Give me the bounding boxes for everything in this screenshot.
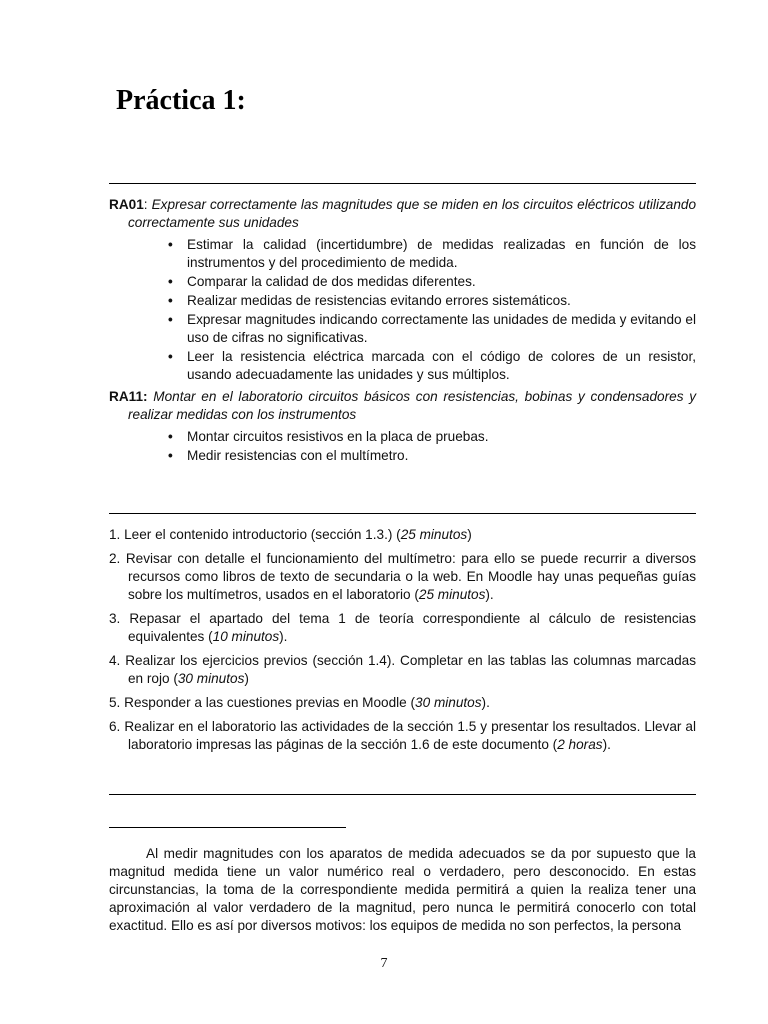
task-text-end: ). bbox=[602, 737, 611, 752]
section-divider-top bbox=[109, 183, 696, 184]
task-item bbox=[109, 652, 696, 688]
task-number: 1. bbox=[109, 527, 121, 542]
task-item bbox=[109, 718, 696, 754]
objective-ra01 bbox=[109, 196, 696, 384]
list-item-text: Realizar medidas de resistencias evitando errores sistemáticos. bbox=[187, 293, 571, 308]
bullet-icon: • bbox=[168, 312, 173, 327]
page-title: Práctica 1: bbox=[116, 85, 246, 116]
objective-description: Montar en el laboratorio circuitos básicos con resistencias, bobinas y condensadores y realizar medidas con los instrumentos bbox=[128, 389, 697, 422]
task-text: Responder a las cuestiones previas en Moodle ( bbox=[124, 695, 416, 710]
task-time: 10 minutos bbox=[212, 629, 280, 644]
list-item-text: Leer la resistencia eléctrica marcada con el código de colores de un resistor, usando adecuadamente las unidades y sus múltiplos. bbox=[187, 349, 696, 382]
task-item bbox=[109, 550, 696, 604]
task-item bbox=[109, 610, 696, 646]
task-text: Realizar en el laboratorio las actividades de la sección 1.5 y presentar los resultados. Llevar al laboratorio impresas las páginas de la sección 1.6 de este documento ( bbox=[124, 719, 696, 752]
objective-description: Expresar correctamente las magnitudes que se miden en los circuitos eléctricos utilizando correctamente sus unidades bbox=[128, 197, 697, 230]
task-text-end: ). bbox=[481, 695, 490, 710]
objective-separator: : bbox=[143, 197, 152, 212]
bullet-icon: • bbox=[168, 349, 173, 364]
task-number: 3. bbox=[109, 611, 121, 626]
list-item-text: Expresar magnitudes indicando correctamente las unidades de medida y evitando el uso de cifras no significativas. bbox=[187, 312, 696, 345]
task-text-end: ). bbox=[279, 629, 288, 644]
task-text: Leer el contenido introductorio (sección 1.3.) ( bbox=[124, 527, 401, 542]
list-item-text: Montar circuitos resistivos en la placa de pruebas. bbox=[187, 429, 489, 444]
task-item bbox=[109, 694, 696, 712]
task-text: Revisar con detalle el funcionamiento del multímetro: para ello se puede recurrir a diversos recursos como libros de texto de secundaria o la web. En Moodle hay unas pequeñas guías sobre los multímetros, usados en el laboratorio ( bbox=[125, 551, 696, 602]
task-list bbox=[109, 526, 696, 760]
task-number: 5. bbox=[109, 695, 121, 710]
list-item-text: Comparar la calidad de dos medidas diferentes. bbox=[187, 274, 476, 289]
objective-ra11 bbox=[109, 388, 696, 465]
list-item bbox=[168, 292, 696, 310]
list-item bbox=[168, 236, 696, 272]
objective-code: RA01 bbox=[109, 197, 144, 212]
objective-bullet-list bbox=[109, 428, 696, 465]
task-number: 4. bbox=[109, 653, 121, 668]
task-text: Realizar los ejercicios previos (sección 1.4). Completar en las tablas las columnas marcadas en rojo ( bbox=[125, 653, 697, 686]
bullet-icon: • bbox=[168, 448, 173, 463]
intro-paragraph: Al medir magnitudes con los aparatos de medida adecuados se da por supuesto que la magnitud medida tiene un valor numérico real o verdadero, pero desconocido. En estas circunstancias, la toma de la correspondiente medida permitirá a quien la realiza tener una aproximación al valor verdadero de la magnitud, pero nunca le permitirá conocerlo con total exactitud. Ello es así por diversos motivos: los equipos de medida no son perfectos, la persona bbox=[109, 846, 696, 933]
list-item-text: Estimar la calidad (incertidumbre) de medidas realizadas en función de los instrumentos y del procedimiento de medida. bbox=[187, 237, 696, 270]
footnote-separator bbox=[109, 827, 346, 828]
task-time: 25 minutos bbox=[418, 587, 486, 602]
objective-heading bbox=[109, 388, 696, 424]
task-text-end: ). bbox=[485, 587, 494, 602]
task-time: 2 horas bbox=[557, 737, 603, 752]
objective-bullet-list bbox=[109, 236, 696, 384]
task-time: 30 minutos bbox=[415, 695, 482, 710]
bullet-icon: • bbox=[168, 429, 173, 444]
list-item bbox=[168, 428, 696, 446]
objective-code: RA11: bbox=[109, 389, 148, 404]
list-item-text: Medir resistencias con el multímetro. bbox=[187, 448, 409, 463]
task-number: 2. bbox=[109, 551, 121, 566]
list-item bbox=[168, 273, 696, 291]
task-text-end: ) bbox=[244, 671, 249, 686]
list-item bbox=[168, 311, 696, 347]
task-time: 30 minutos bbox=[177, 671, 245, 686]
list-item bbox=[168, 348, 696, 384]
bullet-icon: • bbox=[168, 274, 173, 289]
task-number: 6. bbox=[109, 719, 121, 734]
task-text: Repasar el apartado del tema 1 de teoría correspondiente al cálculo de resistencias equivalentes ( bbox=[128, 611, 696, 644]
task-text-end: ) bbox=[467, 527, 472, 542]
list-item bbox=[168, 447, 696, 465]
bullet-icon: • bbox=[168, 237, 173, 252]
section-divider-middle bbox=[109, 513, 696, 514]
page-number: 7 bbox=[380, 956, 388, 971]
bullet-icon: • bbox=[168, 293, 173, 308]
section-divider-bottom bbox=[109, 794, 696, 795]
task-item bbox=[109, 526, 696, 544]
objective-heading bbox=[109, 196, 696, 232]
learning-objectives bbox=[109, 196, 696, 465]
task-time: 25 minutos bbox=[400, 527, 468, 542]
